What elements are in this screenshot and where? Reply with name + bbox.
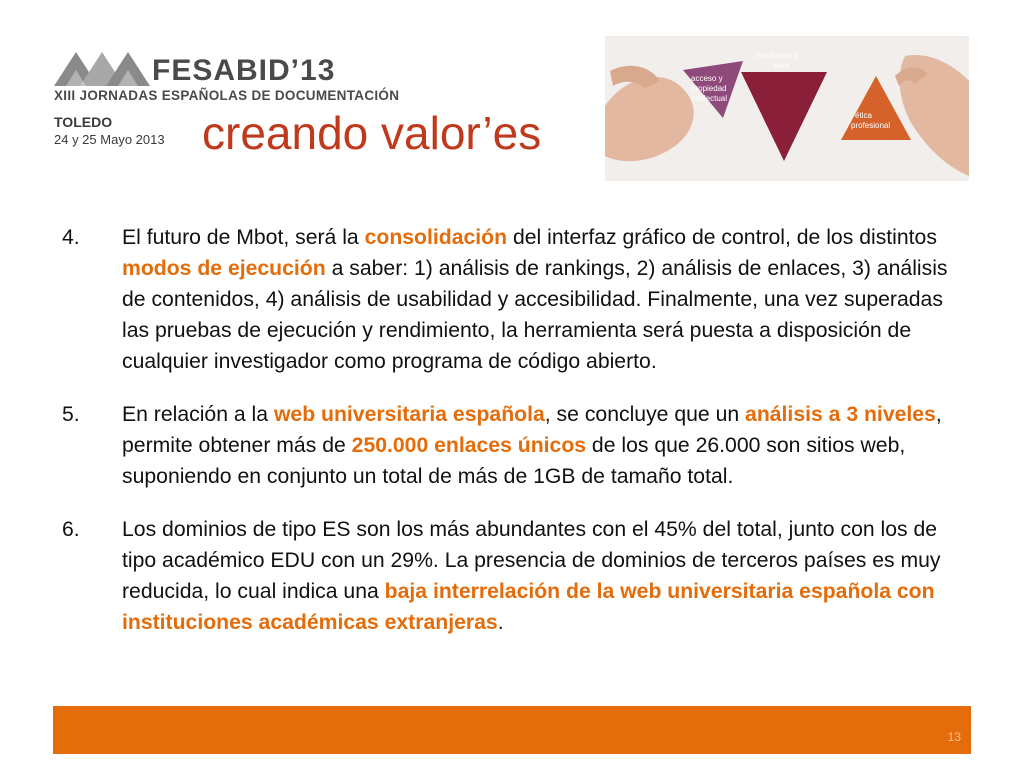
text-segment: En relación a la bbox=[122, 403, 274, 426]
list-item bbox=[62, 399, 967, 492]
list-item-number: 5. bbox=[62, 403, 80, 426]
list-item-number: 6. bbox=[62, 518, 80, 541]
list-item-text bbox=[122, 518, 941, 634]
text-segment: del interfaz gráfico de control, de los distintos bbox=[507, 226, 937, 249]
list-item-text bbox=[122, 226, 948, 373]
svg-text:propiedad: propiedad bbox=[691, 84, 727, 93]
conclusions-list bbox=[62, 222, 967, 660]
svg-text:acceso y: acceso y bbox=[691, 74, 723, 83]
text-segment: El futuro de Mbot, será la bbox=[122, 226, 365, 249]
highlighted-text: modos de ejecución bbox=[122, 257, 326, 280]
svg-text:resultados y: resultados y bbox=[755, 51, 799, 60]
text-segment: . bbox=[497, 611, 504, 634]
brand-mark-icon bbox=[54, 48, 150, 86]
page-number: 13 bbox=[947, 730, 961, 744]
svg-text:profesional: profesional bbox=[851, 121, 891, 130]
footer-bar bbox=[53, 706, 971, 754]
highlighted-text: análisis a 3 niveles bbox=[745, 403, 936, 426]
text-segment: , se concluye que un bbox=[544, 403, 746, 426]
brand-name: FESABID’13 bbox=[152, 54, 336, 87]
hands-triangles-illustration bbox=[605, 36, 969, 181]
list-item-number: 4. bbox=[62, 226, 80, 249]
text-segment: a saber: 1) análisis de rankings, 2) análisis de enlaces, 3) análisis de contenidos, 4) análisis de usabilidad y accesibilidad. Finalmente, una vez superadas las pruebas de ejecución y rendimiento, la herramienta será puesta a disposición de cualquier investigador como programa de código abierto. bbox=[122, 257, 948, 373]
text-segment: de los que 26.000 son sitios web, suponiendo en conjunto un total de más de 1GB de tamaño total. bbox=[122, 434, 906, 488]
conference-logo bbox=[50, 40, 610, 160]
text-segment: , permite obtener más de bbox=[122, 403, 942, 457]
slogan: creando valor’es bbox=[202, 107, 542, 159]
svg-text:ética: ética bbox=[855, 111, 872, 120]
header-photo bbox=[605, 36, 969, 181]
list-item bbox=[62, 514, 967, 638]
highlighted-text: 250.000 enlaces únicos bbox=[351, 434, 587, 457]
conference-dates: 24 y 25 Mayo 2013 bbox=[54, 132, 165, 147]
highlighted-text: web universitaria española bbox=[273, 403, 545, 426]
svg-text:valor: valor bbox=[773, 61, 791, 70]
list-item bbox=[62, 222, 967, 377]
list-item-text bbox=[122, 403, 942, 488]
text-segment: Los dominios de tipo ES son los más abundantes con el 45% del total, junto con los de tipo académico EDU con un 29%. La presencia de dominios de terceros países es muy reducida, lo cual indica una bbox=[122, 518, 941, 603]
highlighted-text: baja interrelación de la web universitaria española con instituciones académicas extranjeras bbox=[122, 580, 935, 634]
svg-text:intelectual: intelectual bbox=[691, 94, 728, 103]
conference-city: TOLEDO bbox=[54, 114, 113, 130]
highlighted-text: consolidación bbox=[364, 226, 508, 249]
conference-subtitle: XIII JORNADAS ESPAÑOLAS DE DOCUMENTACIÓN bbox=[54, 88, 400, 103]
